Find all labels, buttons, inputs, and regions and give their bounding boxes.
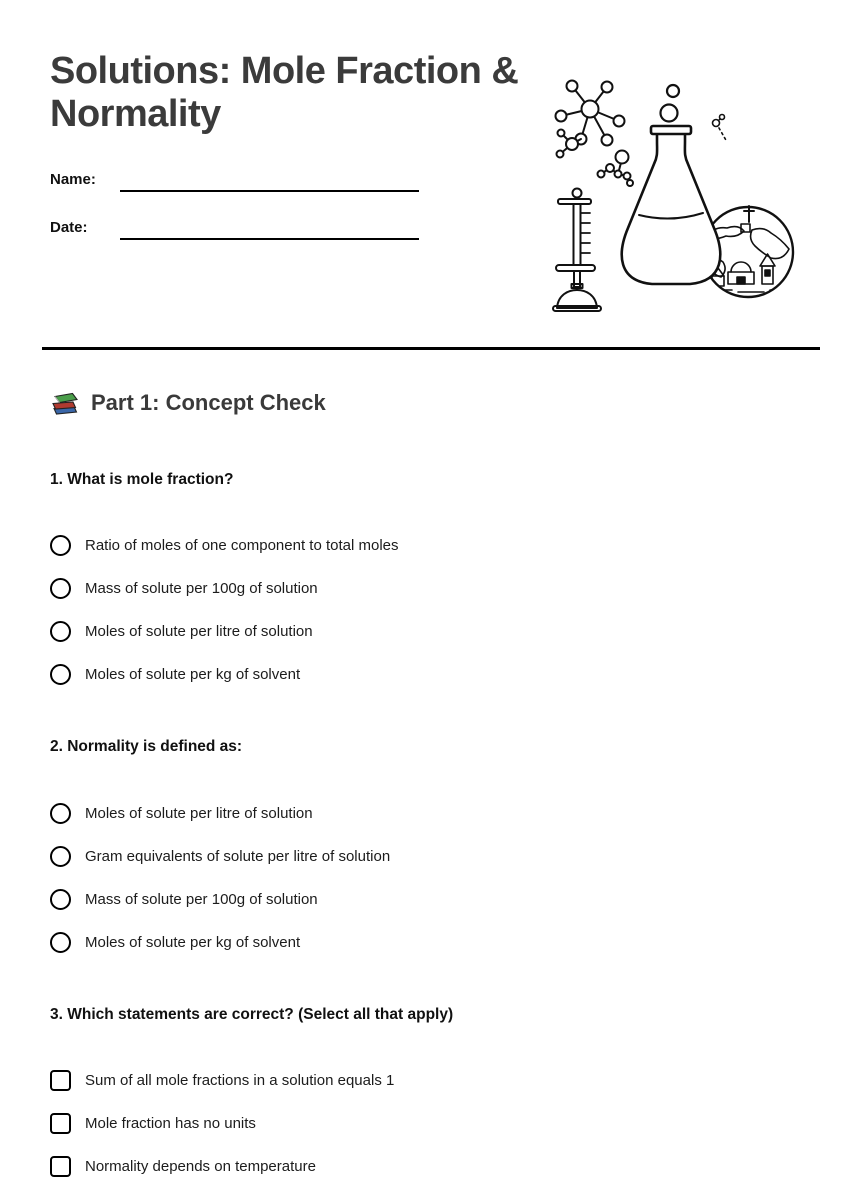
- question-2-text: 2. Normality is defined as:: [50, 738, 243, 756]
- page-title: Solutions: Mole Fraction & Normality: [50, 50, 519, 135]
- checkbox-option[interactable]: [50, 1156, 810, 1178]
- option-label: Gram equivalents of solute per litre of solution: [85, 847, 391, 865]
- radio-option[interactable]: [50, 620, 810, 642]
- question-1-options: [50, 534, 810, 685]
- section-title: Part 1: Concept Check: [91, 389, 326, 415]
- date-label: Date:: [50, 218, 88, 236]
- name-input-line[interactable]: [120, 189, 419, 192]
- radio-button[interactable]: [50, 846, 71, 867]
- option-label: Mass of solute per 100g of solution: [85, 890, 318, 908]
- option-label: Mole fraction has no units: [85, 1115, 256, 1133]
- date-input-line[interactable]: [120, 237, 419, 240]
- option-label: Ratio of moles of one component to total moles: [85, 536, 399, 554]
- question-2: [50, 738, 810, 953]
- radio-option[interactable]: [50, 845, 810, 867]
- radio-button[interactable]: [50, 803, 71, 824]
- checkbox[interactable]: [50, 1113, 71, 1134]
- radio-button[interactable]: [50, 621, 71, 642]
- radio-button[interactable]: [50, 664, 71, 685]
- radio-button[interactable]: [50, 578, 71, 599]
- question-1: [50, 471, 810, 686]
- option-label: Moles of solute per litre of solution: [85, 804, 313, 822]
- section-divider: [42, 347, 820, 350]
- date-field-row: [50, 214, 810, 236]
- radio-button[interactable]: [50, 535, 71, 556]
- checkbox-option[interactable]: [50, 1113, 810, 1135]
- checkbox[interactable]: [50, 1070, 71, 1091]
- radio-option[interactable]: [50, 534, 810, 556]
- name-label: Name:: [50, 170, 96, 188]
- name-field-row: [50, 166, 810, 188]
- radio-button[interactable]: [50, 889, 71, 910]
- radio-option[interactable]: [50, 888, 810, 910]
- option-label: Moles of solute per litre of solution: [85, 622, 313, 640]
- radio-option[interactable]: [50, 931, 810, 953]
- question-3-options: [50, 1070, 810, 1178]
- option-label: Sum of all mole fractions in a solution equals 1: [85, 1072, 395, 1090]
- question-2-options: [50, 802, 810, 953]
- radio-button[interactable]: [50, 932, 71, 953]
- radio-option[interactable]: [50, 663, 810, 685]
- books-icon: [50, 389, 80, 416]
- option-label: Moles of solute per kg of solvent: [85, 933, 301, 951]
- option-label: Moles of solute per kg of solvent: [85, 665, 301, 683]
- checkbox[interactable]: [50, 1156, 71, 1177]
- option-label: Mass of solute per 100g of solution: [85, 579, 318, 597]
- part1-header: [50, 388, 810, 418]
- question-3-text: 3. Which statements are correct? (Select all that apply): [50, 1006, 454, 1024]
- option-label: Normality depends on temperature: [85, 1158, 316, 1176]
- question-1-text: 1. What is mole fraction?: [50, 470, 234, 488]
- radio-option[interactable]: [50, 577, 810, 599]
- radio-option[interactable]: [50, 802, 810, 824]
- question-3: [50, 1006, 810, 1178]
- lab-stand-icon: [553, 189, 601, 312]
- checkbox-option[interactable]: [50, 1070, 810, 1092]
